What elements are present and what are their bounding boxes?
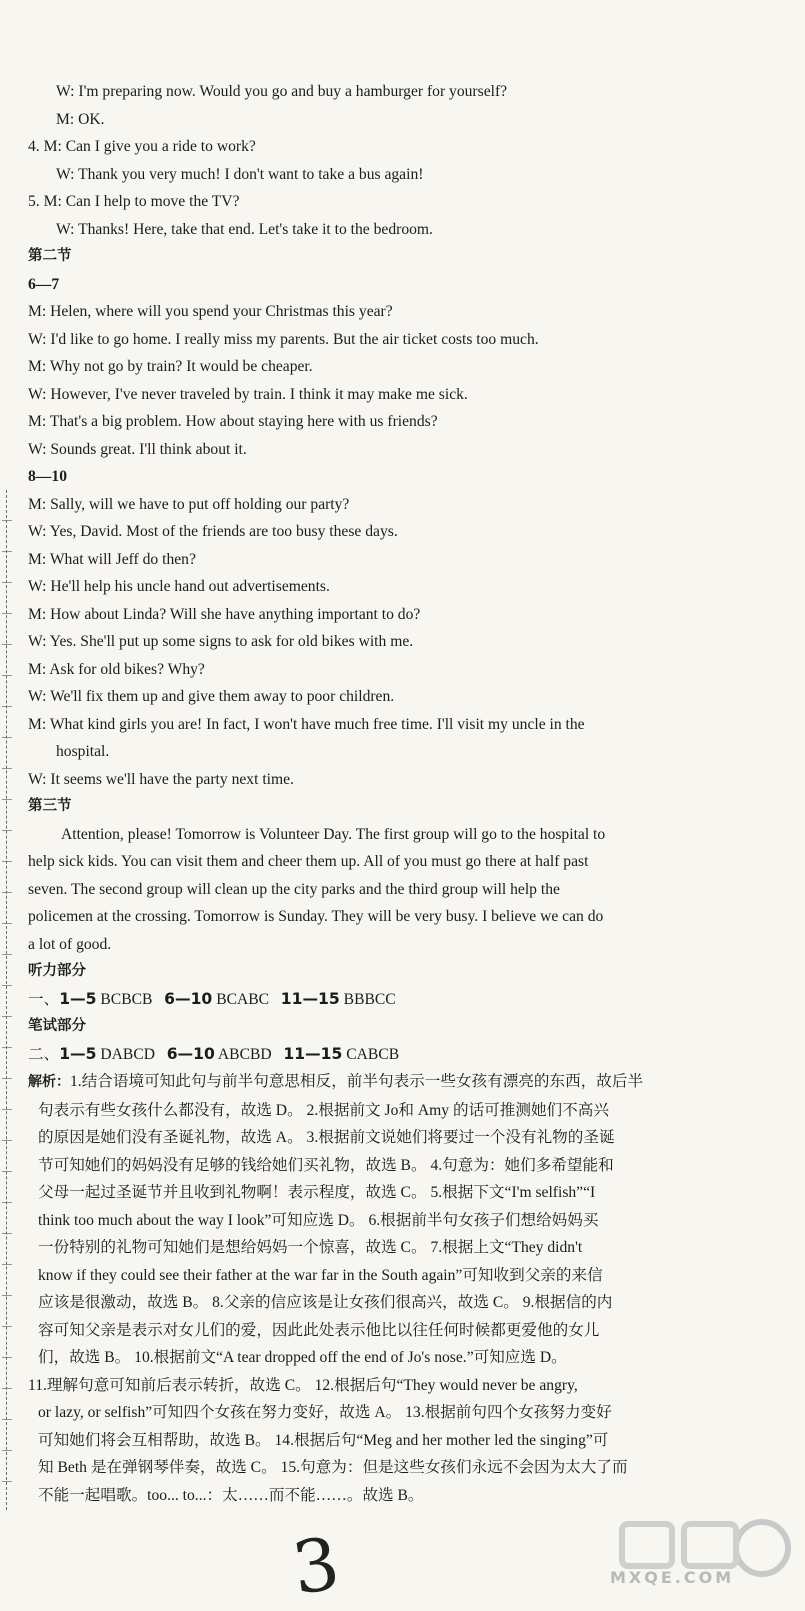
- dialogue-line: W: Thanks! Here, take that end. Let's take it to the bedroom.: [56, 220, 433, 238]
- explanation-line: 们，故选 B。 10.根据前文“A tear dropped off the end of Jo's nose.”可知应选 D。: [38, 1349, 567, 1366]
- dialogue-line: W: We'll fix them up and give them away to poor children.: [28, 688, 395, 705]
- answer-letters: BBBCC: [343, 990, 396, 1008]
- answer-range: 6—10: [164, 989, 213, 1008]
- dialogue-line: M: What will Jeff do then?: [28, 550, 196, 568]
- explanation-line: 应该是很激动，故选 B。 8.父亲的信应该是让女孩们很高兴，故选 C。 9.根据信的内: [38, 1294, 613, 1311]
- dialogue-8-10: [28, 491, 768, 794]
- explanation-line: know if they could see their father at the war far in the South again”可知收到父亲的来信: [38, 1266, 603, 1284]
- answer-prefix: 一、: [28, 990, 60, 1008]
- dialogue-line: W: Sounds great. I'll think about it.: [28, 440, 247, 458]
- dialogue-line: 5. M: Can I help to move the TV?: [28, 193, 240, 210]
- section3-passage: [28, 821, 768, 959]
- dialogue-line: W: I'd like to go home. I really miss my parents. But the air ticket costs too much.: [28, 330, 539, 348]
- dialogue-line: W: He'll help his uncle hand out advertisements.: [28, 578, 330, 595]
- group-label: 6—7: [28, 275, 60, 293]
- explanation-text: 1.结合语境可知此句与前半句意思相反，前半句表示一些女孩有漂亮的东西，故后半: [70, 1073, 644, 1090]
- dialogue-line: W: Yes. She'll put up some signs to ask for old bikes with me.: [28, 633, 414, 650]
- answer-range: 1—5: [59, 1044, 97, 1063]
- passage-line: help sick kids. You can visit them and cheer them up. All of you must go there at half past: [28, 853, 589, 870]
- dialogue-line: 4. M: Can I give you a ride to work?: [28, 138, 256, 155]
- page-number: 3: [287, 1521, 345, 1611]
- answer-letters: CABCB: [346, 1045, 400, 1063]
- answer-range: 11—15: [280, 989, 340, 1008]
- listening-answers: [28, 986, 768, 1014]
- listening-heading: 听力部分: [28, 963, 86, 979]
- explanation-line: 容可知父亲是表示对女儿们的爱，因此此处表示他比以往任何时候都更爱他的女儿: [38, 1321, 600, 1339]
- dialogue-6-7: [28, 298, 768, 463]
- dialogue-line: M: Ask for old bikes? Why?: [28, 660, 205, 678]
- binding-ticks: [2, 490, 12, 1510]
- explanation-line: 节可知她们的妈妈没有足够的钱给她们买礼物，故选 B。 4.句意为：她们多希望能和: [38, 1156, 614, 1174]
- dialogue-line: M: How about Linda? Will she have anything important to do?: [28, 605, 421, 623]
- explanation-block: [28, 1068, 768, 1509]
- explanation-line: 不能一起唱歌。too... to...：太……而不能……。故选 B。: [38, 1486, 424, 1504]
- dialogue-line: M: What kind girls you are! In fact, I won't have much free time. I'll visit my uncle in the: [28, 715, 585, 733]
- dialogue-line: hospital.: [56, 743, 110, 760]
- explanation-line: or lazy, or selfish”可知四个女孩在努力变好，故选 A。 13.根据前句四个女孩努力变好: [38, 1404, 612, 1421]
- answer-letters: BCABC: [216, 990, 270, 1008]
- group-label: 8—10: [28, 468, 67, 485]
- dialogue-line: M: Sally, will we have to put off holding our party?: [28, 495, 350, 513]
- answer-letters: DABCD: [100, 1045, 155, 1063]
- explanation-line: 11.理解句意可知前后表示转折，故选 C。 12.根据后句“They would never be angry,: [28, 1376, 578, 1394]
- dialogue-line: M: OK.: [56, 110, 105, 128]
- answer-range: 1—5: [59, 989, 97, 1008]
- passage-line: a lot of good.: [28, 935, 112, 953]
- dialogue-line: W: It seems we'll have the party next time.: [28, 770, 294, 788]
- explanation-line: 父母一起过圣诞节并且收到礼物啊！表示程度，故选 C。 5.根据下文“I'm selfish”“I: [38, 1184, 596, 1201]
- answer-range: 6—10: [166, 1044, 215, 1063]
- passage-line: seven. The second group will clean up the city parks and the third group will help the: [28, 880, 560, 898]
- dialogue-part1: [28, 78, 768, 243]
- explanation-line: think too much about the way I look”可知应选 D。 6.根据前半句女孩子们想给妈妈买: [38, 1211, 599, 1229]
- dialogue-line: M: That's a big problem. How about staying here with us friends?: [28, 413, 438, 430]
- dialogue-line: W: Thank you very much! I don't want to take a bus again!: [56, 165, 424, 183]
- section2-heading: 第二节: [28, 248, 72, 264]
- answer-range: 11—15: [283, 1044, 343, 1063]
- explanation-line: 一份特别的礼物可知她们是想给妈妈一个惊喜，故选 C。 7.根据上文“They didn't: [38, 1239, 583, 1256]
- dialogue-line: W: I'm preparing now. Would you go and buy a hamburger for yourself?: [56, 83, 508, 100]
- answer-letters: BCBCB: [100, 990, 153, 1008]
- passage-line: policemen at the crossing. Tomorrow is Sunday. They will be very busy. I believe we can do: [28, 908, 604, 925]
- dialogue-line: M: Why not go by train? It would be cheaper.: [28, 358, 313, 375]
- explanation-line: 的原因是她们没有圣诞礼物，故选 A。 3.根据前文说她们将要过一个没有礼物的圣诞: [38, 1129, 615, 1146]
- dialogue-line: M: Helen, where will you spend your Christmas this year?: [28, 303, 393, 320]
- explanation-lead: 解析：: [28, 1074, 70, 1090]
- explanation-line: 知 Beth 是在弹钢琴伴奏，故选 C。 15.句意为：但是这些女孩们永远不会因为太大了而: [38, 1459, 628, 1476]
- explanation-line: 可知她们将会互相帮助，故选 B。 14.根据后句“Meg and her mother led the singing”可: [38, 1431, 609, 1449]
- explanation-line: [28, 1068, 768, 1097]
- watermark-text: MXQE.COM: [610, 1568, 735, 1587]
- dialogue-line: W: However, I've never traveled by train. I think it may make me sick.: [28, 385, 468, 403]
- answer-letters: ABCBD: [217, 1045, 272, 1063]
- dialogue-line: W: Yes, David. Most of the friends are too busy these days.: [28, 523, 398, 540]
- passage-line: Attention, please! Tomorrow is Volunteer Day. The first group will go to the hospital to: [61, 825, 606, 843]
- section3-heading: 第三节: [28, 798, 72, 814]
- writing-heading: 笔试部分: [28, 1018, 86, 1034]
- answer-prefix: 二、: [28, 1045, 60, 1063]
- page-content: [28, 78, 768, 1509]
- writing-answers: [28, 1041, 768, 1069]
- explanation-line: 句表示有些女孩什么都没有，故选 D。 2.根据前文 Jo和 Amy 的话可推测她们不高兴: [38, 1101, 609, 1119]
